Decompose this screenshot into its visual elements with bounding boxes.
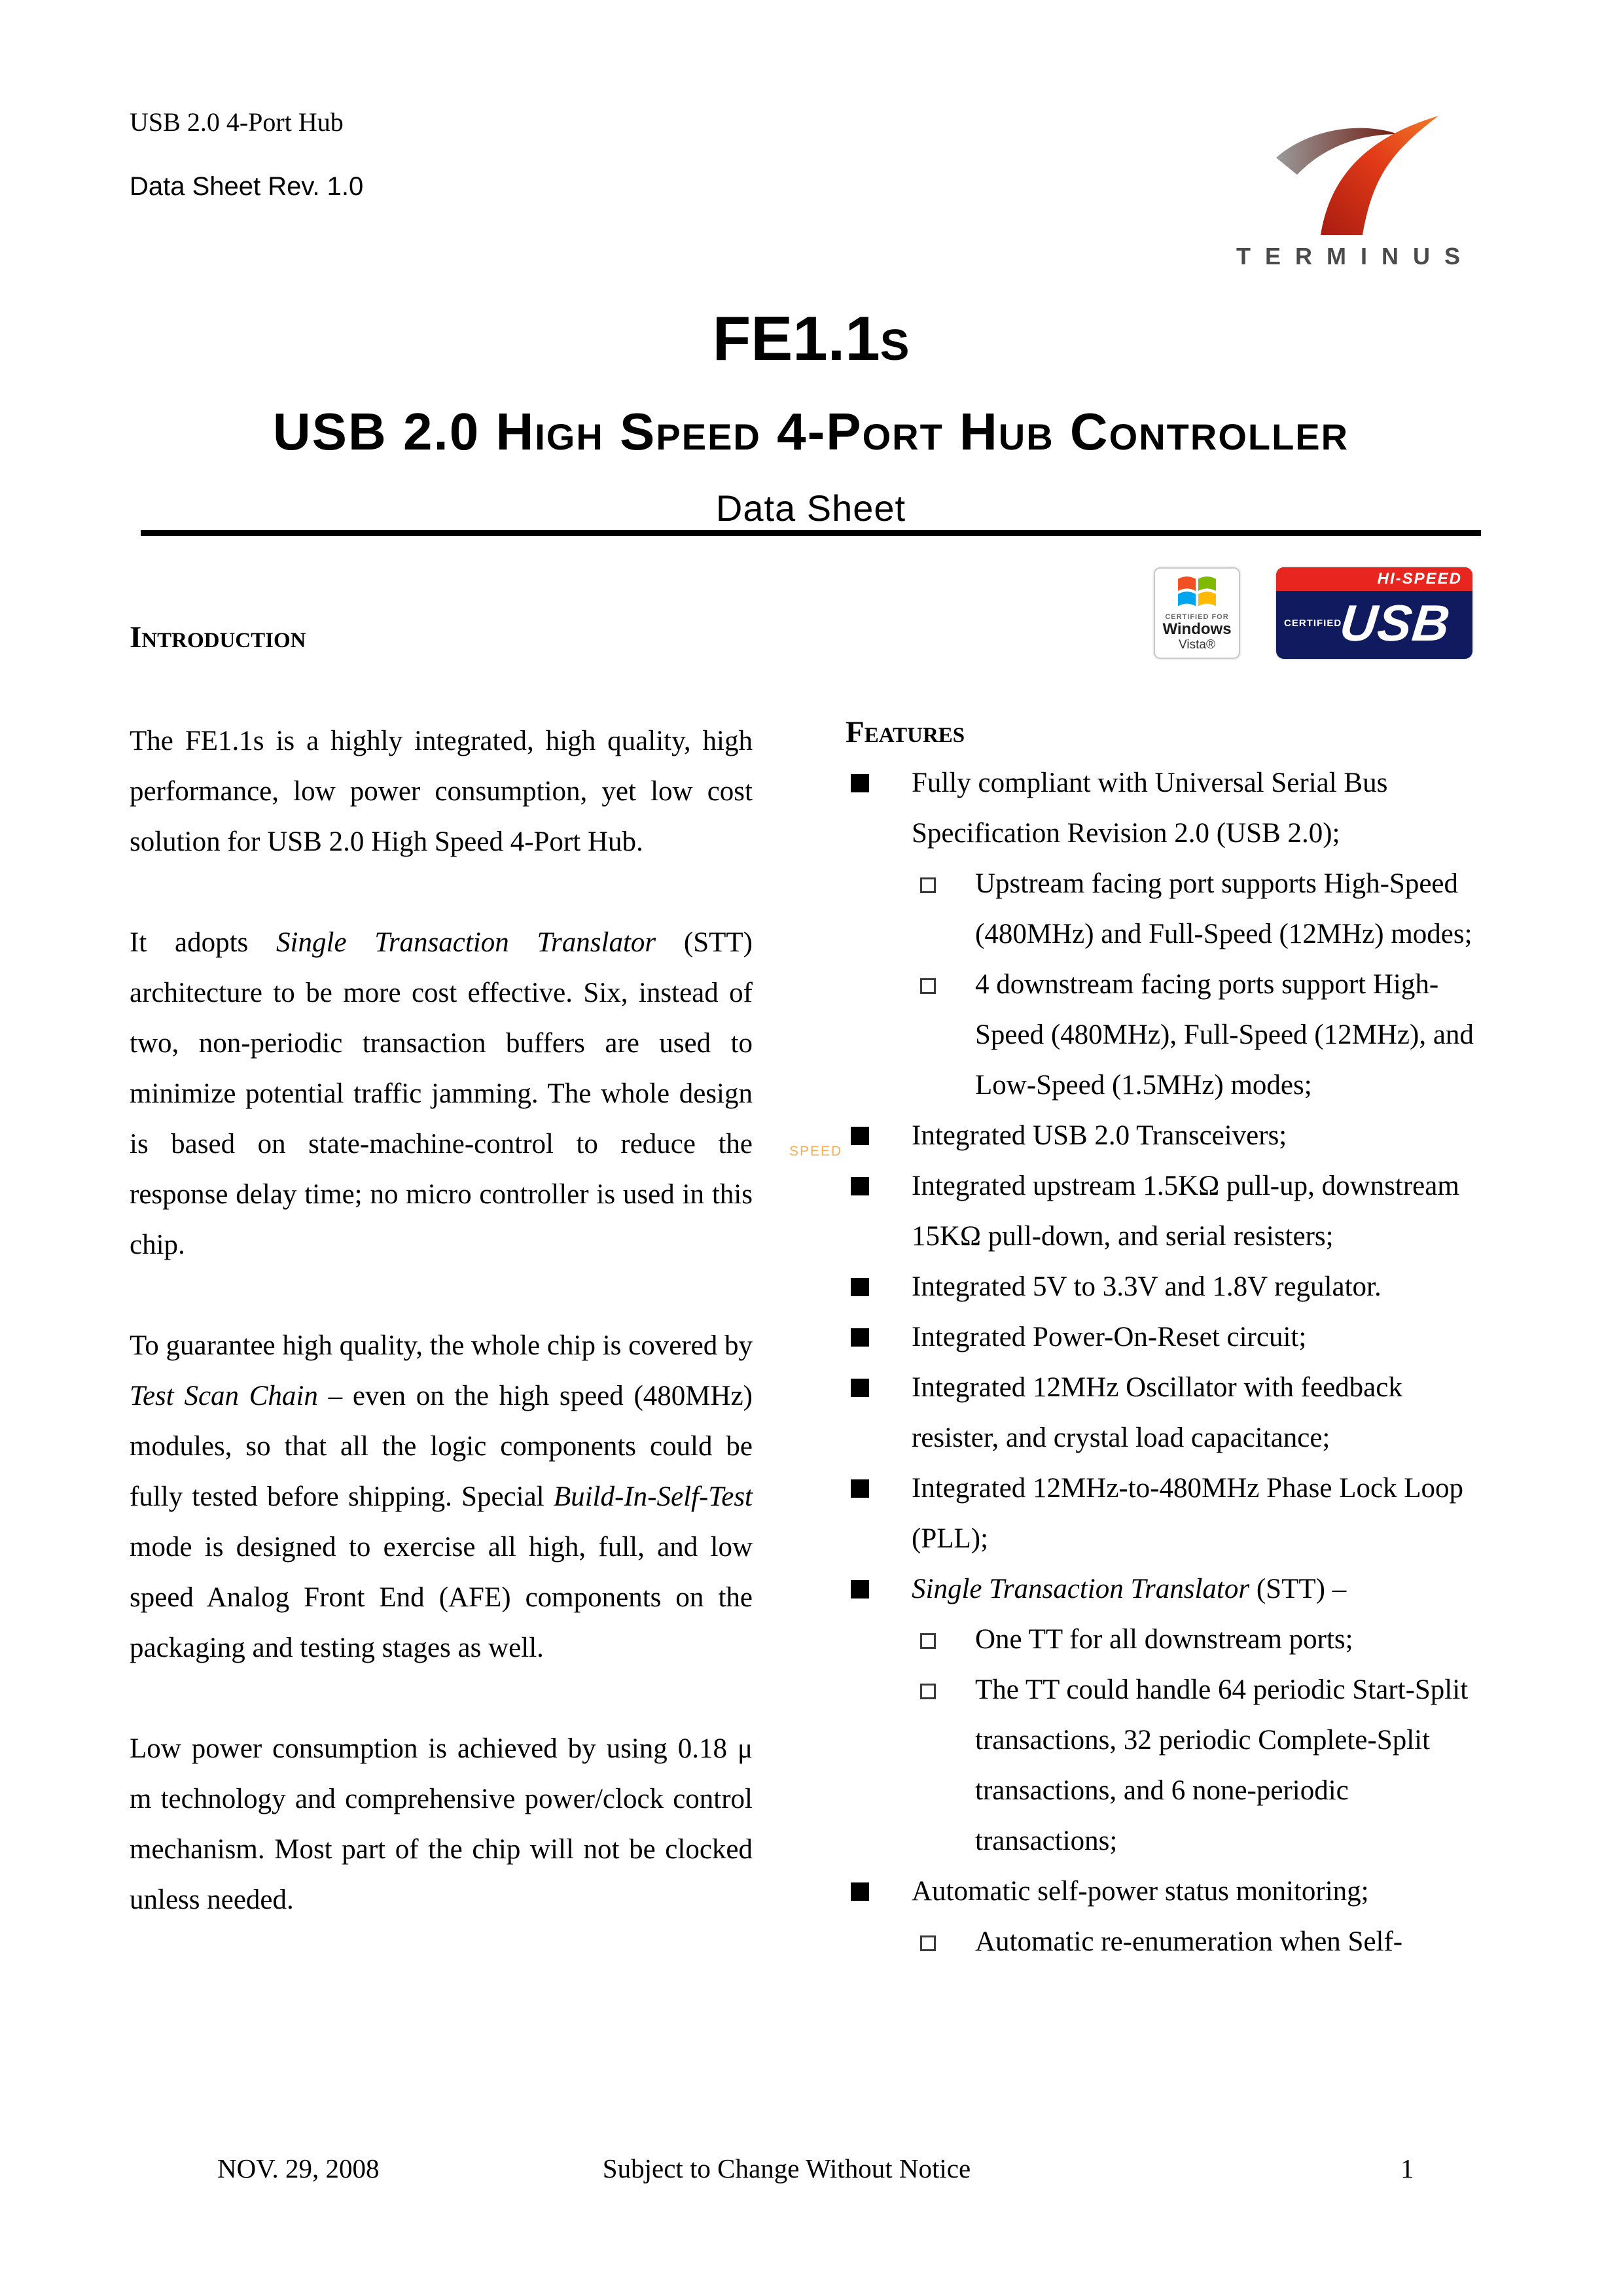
- text: One TT for all downstream ports;: [975, 1624, 1353, 1655]
- terminus-logo: [1204, 115, 1492, 270]
- feature-item: [846, 1110, 1492, 1161]
- bullet-hollow-square-icon: [920, 1633, 936, 1649]
- text: Integrated 12MHz Oscillator with feedback resister, and crystal load capacitance;: [912, 1372, 1402, 1453]
- feature-text: [912, 1120, 1287, 1151]
- feature-item: [846, 1312, 1492, 1362]
- usb-name-label: USB: [1337, 594, 1454, 652]
- text: Integrated 5V to 3.3V and 1.8V regulator.: [912, 1271, 1382, 1302]
- feature-item: [846, 1665, 1492, 1866]
- part-description-title: USB 2.0 High Speed 4-Port Hub Controller: [272, 402, 1349, 461]
- bullet-filled-square-icon: [851, 1580, 869, 1598]
- intro-paragraph: [130, 716, 753, 867]
- text: (STT) –: [1249, 1574, 1347, 1604]
- italic-text: Test Scan Chain: [130, 1381, 318, 1411]
- text: The TT could handle 64 periodic Start-Split transactions, 32 periodic Complete-Split transactions, and 6 none-periodic transactions;: [975, 1674, 1469, 1856]
- bullet-filled-square-icon: [851, 774, 869, 792]
- footer-date: NOV. 29, 2008: [217, 2153, 380, 2183]
- page-header: [130, 0, 1492, 270]
- text: mode is designed to exercise all high, full, and low speed Analog Front End (AFE) components on the packaging and testing stages as well.: [130, 1532, 753, 1663]
- bullet-filled-square-icon: [851, 1882, 869, 1901]
- feature-item: [846, 858, 1492, 959]
- text: Integrated USB 2.0 Transceivers;: [912, 1120, 1287, 1151]
- feature-item: [846, 758, 1492, 858]
- text: It adopts: [130, 927, 277, 958]
- feature-text: [912, 1322, 1306, 1352]
- intro-paragraph: [130, 1723, 753, 1925]
- page-footer: [0, 2153, 1623, 2192]
- brand-name: TERMINUS: [1236, 243, 1474, 270]
- feature-item: [846, 959, 1492, 1110]
- doc-label: Data Sheet: [715, 487, 906, 529]
- feature-item: [846, 1866, 1492, 1916]
- feature-item: [846, 1916, 1492, 1967]
- introduction-row: [130, 536, 1492, 716]
- feature-text: [912, 1473, 1463, 1554]
- bullet-hollow-square-icon: [920, 1684, 936, 1699]
- document-identification: [130, 108, 363, 201]
- footer-notice: Subject to Change Without Notice: [602, 2153, 971, 2183]
- feature-item: [846, 1614, 1492, 1665]
- text: Low power consumption is achieved by using 0.18 μ m technology and comprehensive power/clock control mechanism. Most part of the chip will not be clocked unless needed.: [130, 1733, 753, 1915]
- bullet-filled-square-icon: [851, 1177, 869, 1195]
- doc-revision-label: Data Sheet Rev. 1.0: [130, 172, 364, 201]
- feature-item: [846, 1262, 1492, 1312]
- italic-text: Single Transaction Translator: [912, 1574, 1250, 1604]
- bullet-hollow-square-icon: [920, 1935, 936, 1951]
- feature-item: [846, 1564, 1492, 1614]
- bullet-filled-square-icon: [851, 1278, 869, 1296]
- feature-text: [975, 1674, 1468, 1856]
- text: To guarantee high quality, the whole chip is covered by: [130, 1330, 753, 1361]
- feature-text: [912, 1876, 1369, 1907]
- features-list: [846, 758, 1492, 1967]
- intro-paragraphs: [130, 716, 753, 1967]
- features-heading: Features: [846, 715, 965, 749]
- title-rule: [141, 487, 1481, 536]
- usb-hispeed-label: HI-SPEED: [1377, 570, 1462, 588]
- italic-text: Build-In-Self-Test: [553, 1481, 753, 1512]
- text: Upstream facing port supports High-Speed (480MHz) and Full-Speed (12MHz) modes;: [975, 868, 1472, 949]
- feature-text: [912, 1171, 1459, 1252]
- feature-text: [975, 868, 1472, 949]
- usb-hispeed-banner: [1276, 567, 1472, 591]
- bullet-filled-square-icon: [851, 1127, 869, 1145]
- text: – even on the high speed (480MHz) modules, so that all the logic components could be fully tested before shipping. Special: [130, 1381, 753, 1512]
- feature-text: [912, 768, 1387, 849]
- feature-text: [975, 1926, 1402, 1957]
- feature-item: [846, 1362, 1492, 1463]
- feature-text: [912, 1574, 1346, 1604]
- intro-paragraph: [130, 1320, 753, 1673]
- bullet-filled-square-icon: [851, 1328, 869, 1347]
- text: Fully compliant with Universal Serial Bus Specification Revision 2.0 (USB 2.0);: [912, 768, 1388, 849]
- terminus-swoosh-icon: [1257, 115, 1440, 236]
- text: Integrated upstream 1.5KΩ pull-up, downstream 15KΩ pull-down, and serial resisters;: [912, 1171, 1459, 1252]
- title-block: [130, 306, 1492, 536]
- usb-hispeed-certified-logo: [1276, 567, 1472, 659]
- intro-paragraph: [130, 917, 753, 1270]
- feature-item: [846, 1161, 1492, 1262]
- feature-text: [975, 1624, 1353, 1655]
- windows-edition-label: Vista®: [1179, 637, 1215, 652]
- bullet-filled-square-icon: [851, 1479, 869, 1498]
- windows-flag-icon: [1177, 574, 1217, 610]
- text: 4 downstream facing ports support High-Speed (480MHz), Full-Speed (12MHz), and Low-Speed (1.5MHz) modes;: [975, 969, 1474, 1101]
- certification-logos: [1154, 567, 1472, 659]
- text: Automatic re-enumeration when Self-: [975, 1926, 1403, 1957]
- text: The FE1.1s is a highly integrated, high quality, high performance, low power consumption, yet low cost solution for USB 2.0 High Speed 4-Port Hub.: [130, 726, 753, 857]
- text: Integrated Power-On-Reset circuit;: [912, 1322, 1307, 1352]
- windows-vista-certified-logo: [1154, 567, 1240, 659]
- part-number-title: FE1.1s: [712, 304, 910, 374]
- text: Integrated 12MHz-to-480MHz Phase Lock Loop (PLL);: [912, 1473, 1464, 1554]
- feature-text: [912, 1372, 1402, 1453]
- feature-text: [975, 969, 1474, 1101]
- watermark: SPEED: [789, 1144, 843, 1159]
- bullet-hollow-square-icon: [920, 877, 936, 893]
- text: Automatic self-power status monitoring;: [912, 1876, 1369, 1907]
- bullet-filled-square-icon: [851, 1379, 869, 1397]
- windows-certified-for-label: CERTIFIED FOR: [1165, 612, 1229, 621]
- footer-page-number: 1: [1400, 2153, 1414, 2183]
- introduction-heading: Introduction: [130, 620, 306, 654]
- bullet-hollow-square-icon: [920, 978, 936, 994]
- text: (STT) architecture to be more cost effective. Six, instead of two, non-periodic transaction buffers are used to minimize potential traffic jamming. The whole design is based on state-machine-control to reduce the response delay time; no micro controller is used in this chip.: [130, 927, 753, 1260]
- usb-certified-label: CERTIFIED: [1284, 617, 1342, 629]
- body-columns: [130, 716, 1492, 1967]
- usb-logo-body: [1276, 591, 1472, 659]
- feature-text: [912, 1271, 1382, 1302]
- doc-type-label: USB 2.0 4-Port Hub: [130, 107, 344, 137]
- windows-name-label: Windows: [1162, 620, 1232, 638]
- features-column: [846, 716, 1492, 1967]
- feature-item: [846, 1463, 1492, 1564]
- italic-text: Single Transaction Translator: [276, 927, 656, 958]
